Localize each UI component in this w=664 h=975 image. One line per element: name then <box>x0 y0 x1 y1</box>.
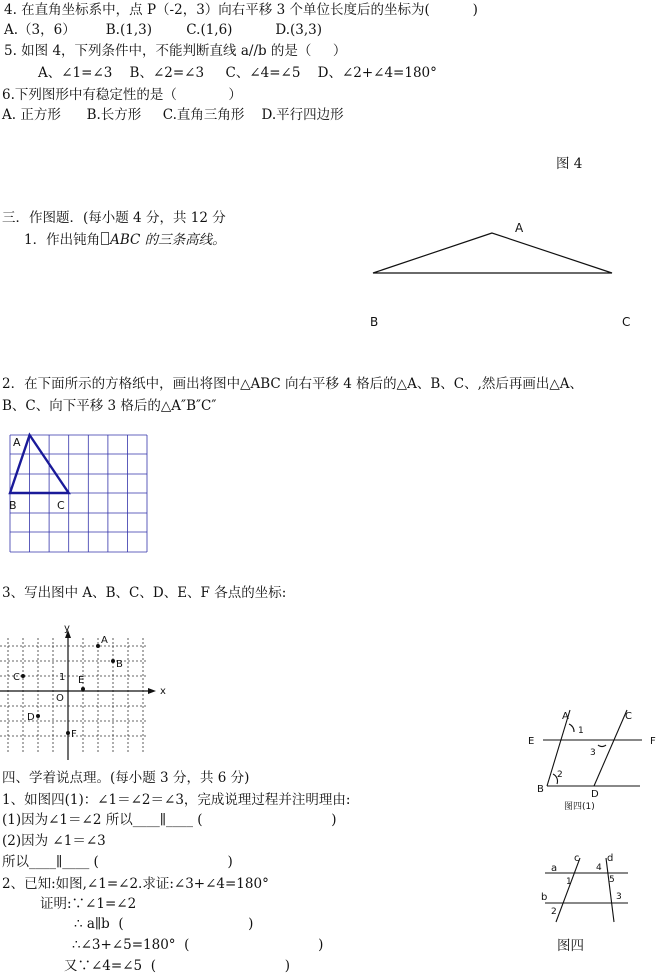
grid-label-c: C <box>57 499 65 512</box>
y-axis-label: y <box>64 623 70 634</box>
proof-line3: ∴∠3+∠5=180° ( ) <box>72 937 324 953</box>
line-d <box>606 858 614 922</box>
grid-label-a: A <box>13 436 21 449</box>
fig4-label-1: 1 <box>566 877 572 887</box>
x-axis-label: x <box>160 686 166 697</box>
section4-q1-intro: 1、如图四(1)：∠1＝∠2＝∠3，完成说理过程并注明理由: <box>2 792 351 808</box>
point-b-label: B <box>116 659 123 670</box>
section4-q2-intro: 2、已知:如图,∠1=∠2.求证:∠3+∠4=180° <box>2 876 269 892</box>
grid-label-b: B <box>9 499 17 512</box>
origin-label: O <box>56 693 64 704</box>
fig4-label-d: d <box>607 853 614 864</box>
line-c <box>556 858 580 922</box>
q5-options: A、∠1=∠3 B、∠2=∠3 C、∠4=∠5 D、∠2+∠4=180° <box>38 65 437 81</box>
q6-question: 6.下列图形中有稳定性的是（ ） <box>2 87 242 103</box>
fig41-label-3: 3 <box>590 748 596 758</box>
section3-item2-line1: 2．在下面所示的方格纸中，画出将图中△ABC 向右平移 4 格后的△A、B、C、,然后再画出△A、 <box>2 376 583 392</box>
proof-line1: 证明:∵∠1=∠2 <box>40 896 137 912</box>
q4-question: 4. 在直角坐标系中，点 P（-2，3）向右平移 3 个单位长度后的坐标为( ) <box>4 2 478 18</box>
fig4-caption: 图 4 <box>556 156 583 172</box>
fig41-caption: 图四(1) <box>564 802 595 812</box>
triangle-label-c: C <box>622 315 631 329</box>
fig41-label-2: 2 <box>557 770 563 780</box>
fig4-label-2: 2 <box>551 907 557 917</box>
fig4-label-4: 4 <box>596 863 602 873</box>
fig4-label-3: 3 <box>616 892 622 902</box>
fig41-label-b: B <box>537 784 544 795</box>
fig41-label-1: 1 <box>578 726 584 736</box>
unit-label: 1 <box>59 672 66 683</box>
item1-text: 1．作出钝角 <box>24 232 101 248</box>
point-d-label: D <box>27 712 35 723</box>
item1-math: ABC 的三条高线。 <box>110 232 226 248</box>
section3-item2-line2: B、C、向下平移 3 格后的△A″B″C″ <box>2 398 217 414</box>
point-a-label: A <box>101 635 108 646</box>
q5-question: 5. 如图 4，下列条件中，不能判断直线 a//b 的是（ ） <box>4 43 347 59</box>
fig4-label-5: 5 <box>609 875 615 885</box>
triangle-label-a: A <box>515 221 524 235</box>
section4-heading: 四、学着说点理。(每小题 3 分，共 6 分) <box>2 770 250 786</box>
point-c-label: C <box>13 672 20 683</box>
fig41-label-f: F <box>650 736 656 747</box>
proof-line4: 又∵∠4=∠5 ( ) <box>64 958 290 974</box>
fig4-label-a: a <box>551 863 558 874</box>
q6-options: A. 正方形 B.长方形 C.直角三角形 D.平行四边形 <box>2 107 344 123</box>
point-e-label: E <box>78 675 85 686</box>
triangle-label-b: B <box>370 315 379 329</box>
fig4-label-c: c <box>574 853 580 864</box>
section3-heading: 三．作图题．(每小题 4 分，共 12 分 <box>2 210 226 226</box>
fig42-caption: 图四 <box>557 938 584 954</box>
q4-options: A.（3，6） B.(1,3) C.(1,6) D.(3,3) <box>4 22 322 38</box>
section4-q1-line1: (1)因为∠1＝∠2 所以____∥____ ( ) <box>2 812 337 828</box>
fig41-label-e: E <box>528 736 535 747</box>
proof-line2: ∴ a∥b ( ) <box>74 916 254 932</box>
section4-q1-line3: 所以____∥____ ( ) <box>2 854 233 870</box>
fig41-label-a: A <box>562 711 569 722</box>
section3-item3: 3、写出图中 A、B、C、D、E、F 各点的坐标: <box>2 585 287 601</box>
fig41-label-d: D <box>591 789 599 800</box>
point-f-label: F <box>71 729 77 740</box>
section4-q1-line2: (2)因为 ∠1＝∠3 <box>2 833 106 849</box>
fig41-label-c: C <box>625 711 632 722</box>
fig4-label-b: b <box>541 892 548 903</box>
